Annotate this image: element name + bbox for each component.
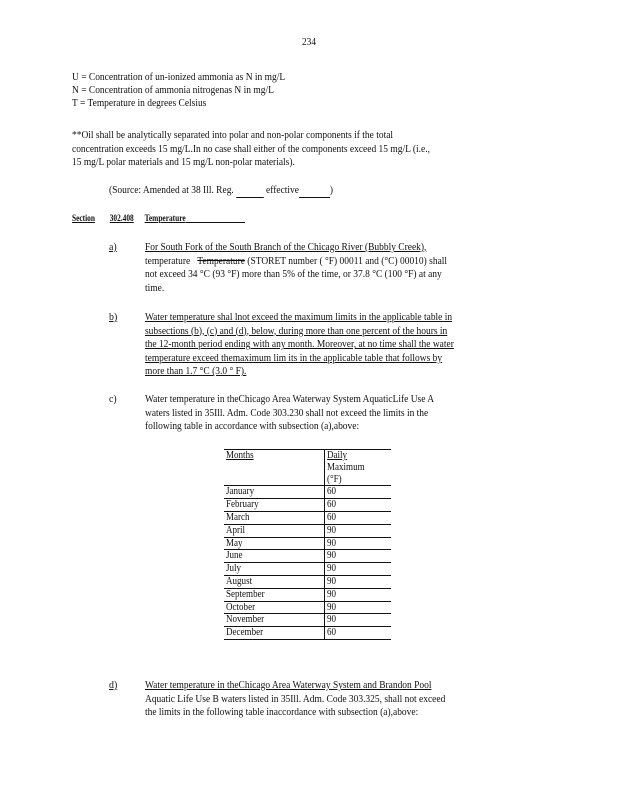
month-cell: August <box>226 575 253 587</box>
source-note <box>109 184 370 198</box>
value-cell: 60 <box>327 627 337 639</box>
table-row <box>224 563 391 576</box>
value-cell: 60 <box>327 486 337 498</box>
oil-note-line: **Oil shall be analytically separated into polar and non-polar components if the total <box>72 129 394 141</box>
subsection-c <box>145 393 481 434</box>
subsection-b-line: more than 1.7 °C (3.0 ° F). <box>145 365 247 378</box>
subsection-c-line: waters listed in 35Ill. Adm. Code 303.230 shall not exceed the limits in the <box>145 406 429 419</box>
source-suffix: ) <box>329 184 334 196</box>
month-cell: May <box>226 537 243 549</box>
subsection-a-line: For South Fork of the South Branch of the Chicago River (Bubbly Creek), <box>145 241 427 253</box>
table-row <box>224 550 391 563</box>
value-cell: 90 <box>327 563 337 575</box>
table-row <box>224 601 391 614</box>
subsection-a-struck: Temperature <box>197 254 245 267</box>
month-cell: January <box>226 486 255 498</box>
table-row <box>224 511 391 524</box>
definition-n: N = Concentration of ammonia nitrogenas N in mg/L <box>72 84 274 97</box>
month-cell: February <box>226 499 259 511</box>
value-cell: 90 <box>327 614 337 626</box>
oil-note-line: 15 mg/L polar materials and 15 mg/L non-polar materials). <box>72 156 295 169</box>
subsection-b-line: subsections (b), (c) and (d), below, during more than one percent of the hours in <box>145 324 448 337</box>
table-row <box>224 614 391 627</box>
subsection-c-label: c) <box>109 393 117 405</box>
subsection-a-text: (STORET number ( °F) 00011 and (°C) 00010) shall <box>247 254 448 267</box>
subsection-a-label: a) <box>109 241 117 253</box>
source-middle: effective <box>266 184 299 196</box>
table-row <box>224 575 391 588</box>
subsection-a-text: temperature <box>145 254 191 267</box>
months-header: Months <box>226 450 254 461</box>
table-row <box>224 537 391 550</box>
section-number: 302.408 <box>109 213 134 223</box>
table-row <box>224 588 391 601</box>
table-row <box>224 499 391 512</box>
definition-t: T = Temperature in degrees Celsius <box>72 97 207 110</box>
page-number: 234 <box>301 36 317 48</box>
variable-definitions <box>72 71 320 111</box>
subsection-b <box>145 311 504 379</box>
month-cell: March <box>226 511 250 523</box>
section-label: Section <box>72 213 95 223</box>
section-heading <box>72 213 245 223</box>
value-cell: 90 <box>327 524 337 536</box>
month-cell: October <box>226 601 256 613</box>
table-row <box>224 524 391 537</box>
section-title: Temperature <box>144 213 186 223</box>
subsection-d-line: the limits in the following table inaccordance with subsection (a),above: <box>145 706 419 719</box>
subsection-a-line: not exceed 34 °C (93 °F) more than 5% of the time, or 37.8 °C (100 °F) at any <box>145 268 442 281</box>
month-cell: September <box>226 588 265 600</box>
value-cell: 90 <box>327 550 337 562</box>
subsection-b-line: Water temperature shal lnot exceed the maximum limits in the applicable table in <box>145 311 453 323</box>
blank-line <box>236 187 264 198</box>
source-prefix: (Source: Amended at 38 Ill. Reg. <box>109 184 234 196</box>
definition-u: U = Concentration of un-ionized ammonia as N in mg/L <box>72 71 286 83</box>
month-cell: November <box>226 614 265 626</box>
value-cell: 90 <box>327 575 337 587</box>
subsection-a-line: time. <box>145 281 165 294</box>
subsection-d <box>145 679 494 720</box>
heading-rule <box>186 213 245 223</box>
maximum-header: Maximum <box>327 461 365 473</box>
subsection-c-line: Water temperature in theChicago Area Waterway System AquaticLife Use A <box>145 393 435 405</box>
unit-header: (°F) <box>327 473 342 485</box>
subsection-b-line: the 12-month period ending with any month. Moreover, at no time shall the water <box>145 338 454 351</box>
subsection-d-line: Aquatic Life Use B waters listed in 35Ill. Adm. Code 303.325, shall not exceed <box>145 692 446 705</box>
subsection-d-line: Water temperature in theChicago Area Waterway System and Brandon Pool <box>145 679 432 691</box>
table-header-row <box>224 450 391 486</box>
month-cell: July <box>226 563 242 575</box>
value-cell: 90 <box>327 601 337 613</box>
oil-note-line: concentration exceeds 15 mg/L.In no case shall either of the components exceed 15 mg/L (i.e., <box>72 142 430 155</box>
subsection-b-line: temperature exceed themaximum lim its in the applicable table that follows by <box>145 351 443 364</box>
subsection-d-label: d) <box>109 679 118 691</box>
value-cell: 60 <box>327 511 337 523</box>
temperature-table <box>224 449 391 640</box>
subsection-b-label: b) <box>109 311 118 323</box>
daily-header: Daily <box>327 450 348 461</box>
table-row <box>224 627 391 640</box>
month-cell: June <box>226 550 243 562</box>
table-row <box>224 486 391 499</box>
value-cell: 60 <box>327 499 337 511</box>
subsection-a <box>145 241 496 295</box>
value-cell: 90 <box>327 537 337 549</box>
month-cell: April <box>226 524 246 536</box>
oil-note <box>72 129 488 170</box>
value-cell: 90 <box>327 588 337 600</box>
blank-line <box>299 187 330 198</box>
month-cell: December <box>226 627 264 639</box>
subsection-c-line: following table in accordance with subsection (a),above: <box>145 420 360 433</box>
